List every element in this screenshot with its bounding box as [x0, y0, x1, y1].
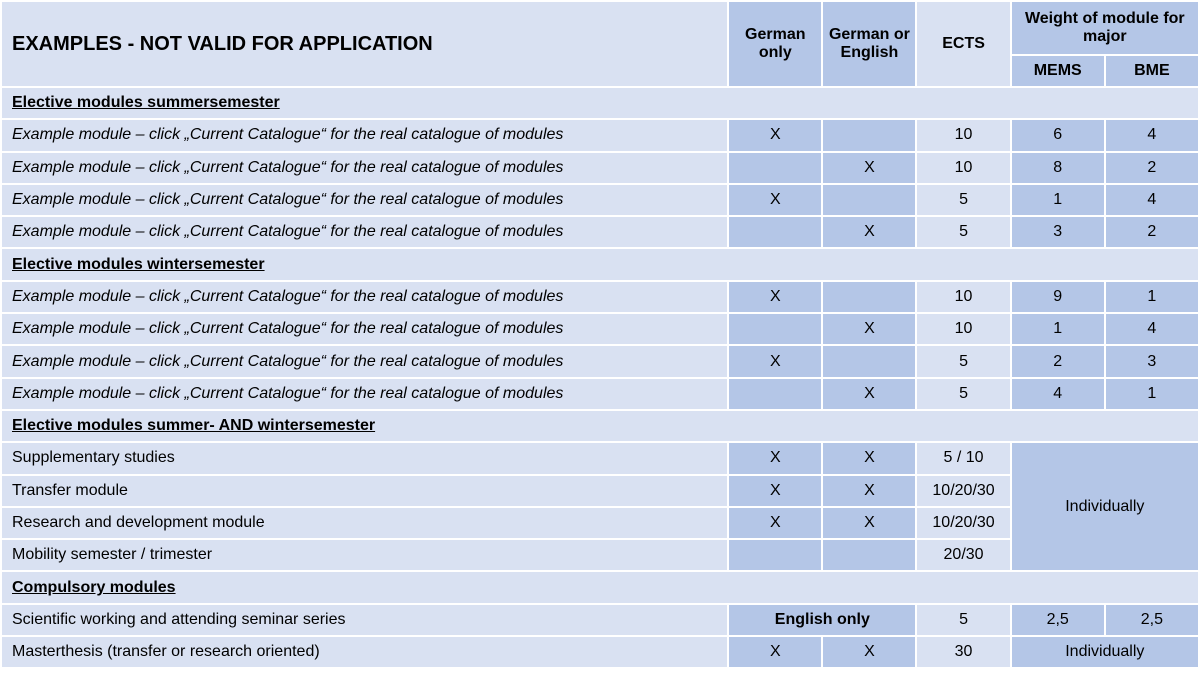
- cell-ects: 10: [917, 282, 1009, 312]
- cell-german-or-english: X: [823, 314, 915, 344]
- cell-german-only: X: [729, 282, 821, 312]
- cell-bme: 3: [1106, 346, 1198, 376]
- cell-bme: 1: [1106, 282, 1198, 312]
- cell-german-only: X: [729, 508, 821, 538]
- cell-german-only: X: [729, 346, 821, 376]
- module-name: Supplementary studies: [2, 443, 727, 473]
- table-row: [2, 217, 1198, 247]
- cell-german-only: [729, 540, 821, 570]
- cell-german-or-english: [823, 120, 915, 150]
- cell-german-or-english: X: [823, 508, 915, 538]
- cell-german-only: [729, 314, 821, 344]
- cell-german-or-english: X: [823, 637, 915, 667]
- cell-german-or-english: [823, 282, 915, 312]
- cell-language-english-only: English only: [729, 605, 915, 635]
- cell-german-or-english: X: [823, 217, 915, 247]
- cell-mems: 1: [1012, 185, 1104, 215]
- col-header-ects: ECTS: [917, 2, 1009, 86]
- cell-mems: 4: [1012, 379, 1104, 409]
- module-name: Research and development module: [2, 508, 727, 538]
- cell-weight-individually: Individually: [1012, 443, 1198, 570]
- cell-bme: 4: [1106, 185, 1198, 215]
- table-row: [2, 282, 1198, 312]
- cell-german-only: X: [729, 476, 821, 506]
- cell-ects: 10: [917, 314, 1009, 344]
- cell-mems: 2,5: [1012, 605, 1104, 635]
- module-name: Scientific working and attending seminar series: [2, 605, 727, 635]
- cell-ects: 5: [917, 217, 1009, 247]
- cell-german-or-english: [823, 346, 915, 376]
- module-name: Transfer module: [2, 476, 727, 506]
- table-row: [2, 605, 1198, 635]
- module-name: Example module – click „Current Catalogue“ for the real catalogue of modules: [2, 120, 727, 150]
- cell-ects: 10: [917, 120, 1009, 150]
- col-header-german-or-english: German or English: [823, 2, 915, 86]
- cell-german-or-english: [823, 540, 915, 570]
- cell-mems: 3: [1012, 217, 1104, 247]
- section-compulsory: Compulsory modules: [2, 572, 1198, 602]
- cell-german-only: [729, 379, 821, 409]
- module-name: Example module – click „Current Catalogue“ for the real catalogue of modules: [2, 153, 727, 183]
- table-row: [2, 379, 1198, 409]
- section-winter: Elective modules wintersemester: [2, 249, 1198, 279]
- cell-bme: 2: [1106, 153, 1198, 183]
- cell-mems: 6: [1012, 120, 1104, 150]
- cell-german-only: X: [729, 185, 821, 215]
- cell-bme: 2: [1106, 217, 1198, 247]
- cell-mems: 8: [1012, 153, 1104, 183]
- cell-german-only: X: [729, 120, 821, 150]
- module-name: Mobility semester / trimester: [2, 540, 727, 570]
- cell-german-or-english: X: [823, 153, 915, 183]
- cell-german-only: [729, 153, 821, 183]
- cell-german-only: X: [729, 443, 821, 473]
- table-row: [2, 185, 1198, 215]
- section-summer: Elective modules summersemester: [2, 88, 1198, 118]
- page-title: EXAMPLES - NOT VALID FOR APPLICATION: [2, 2, 727, 86]
- cell-german-only: X: [729, 637, 821, 667]
- cell-bme: 4: [1106, 120, 1198, 150]
- cell-ects: 10/20/30: [917, 508, 1009, 538]
- col-header-mems: MEMS: [1012, 56, 1104, 86]
- table-row: [2, 153, 1198, 183]
- cell-ects: 5: [917, 379, 1009, 409]
- col-header-german-only: German only: [729, 2, 821, 86]
- module-name: Example module – click „Current Catalogue“ for the real catalogue of modules: [2, 185, 727, 215]
- cell-ects: 5: [917, 605, 1009, 635]
- table-row: [2, 120, 1198, 150]
- cell-bme: 1: [1106, 379, 1198, 409]
- module-name: Example module – click „Current Catalogue“ for the real catalogue of modules: [2, 314, 727, 344]
- table-row: [2, 314, 1198, 344]
- module-name: Example module – click „Current Catalogue“ for the real catalogue of modules: [2, 282, 727, 312]
- table-row: [2, 346, 1198, 376]
- cell-mems: 2: [1012, 346, 1104, 376]
- cell-german-or-english: [823, 185, 915, 215]
- module-name: Example module – click „Current Catalogue“ for the real catalogue of modules: [2, 346, 727, 376]
- module-name: Masterthesis (transfer or research oriented): [2, 637, 727, 667]
- cell-bme: 4: [1106, 314, 1198, 344]
- module-name: Example module – click „Current Catalogue“ for the real catalogue of modules: [2, 217, 727, 247]
- cell-ects: 5: [917, 185, 1009, 215]
- cell-ects: 20/30: [917, 540, 1009, 570]
- cell-ects: 10/20/30: [917, 476, 1009, 506]
- col-header-weight: Weight of module for major: [1012, 2, 1198, 54]
- module-name: Example module – click „Current Catalogue“ for the real catalogue of modules: [2, 379, 727, 409]
- cell-german-only: [729, 217, 821, 247]
- cell-weight-individually: Individually: [1012, 637, 1198, 667]
- table-row: [2, 443, 1198, 473]
- cell-german-or-english: X: [823, 443, 915, 473]
- cell-mems: 9: [1012, 282, 1104, 312]
- cell-ects: 5: [917, 346, 1009, 376]
- cell-german-or-english: X: [823, 476, 915, 506]
- cell-bme: 2,5: [1106, 605, 1198, 635]
- section-summer-and-winter: Elective modules summer- AND wintersemester: [2, 411, 1198, 441]
- cell-mems: 1: [1012, 314, 1104, 344]
- cell-ects: 5 / 10: [917, 443, 1009, 473]
- cell-ects: 10: [917, 153, 1009, 183]
- col-header-bme: BME: [1106, 56, 1198, 86]
- table-row: [2, 637, 1198, 667]
- cell-ects: 30: [917, 637, 1009, 667]
- cell-german-or-english: X: [823, 379, 915, 409]
